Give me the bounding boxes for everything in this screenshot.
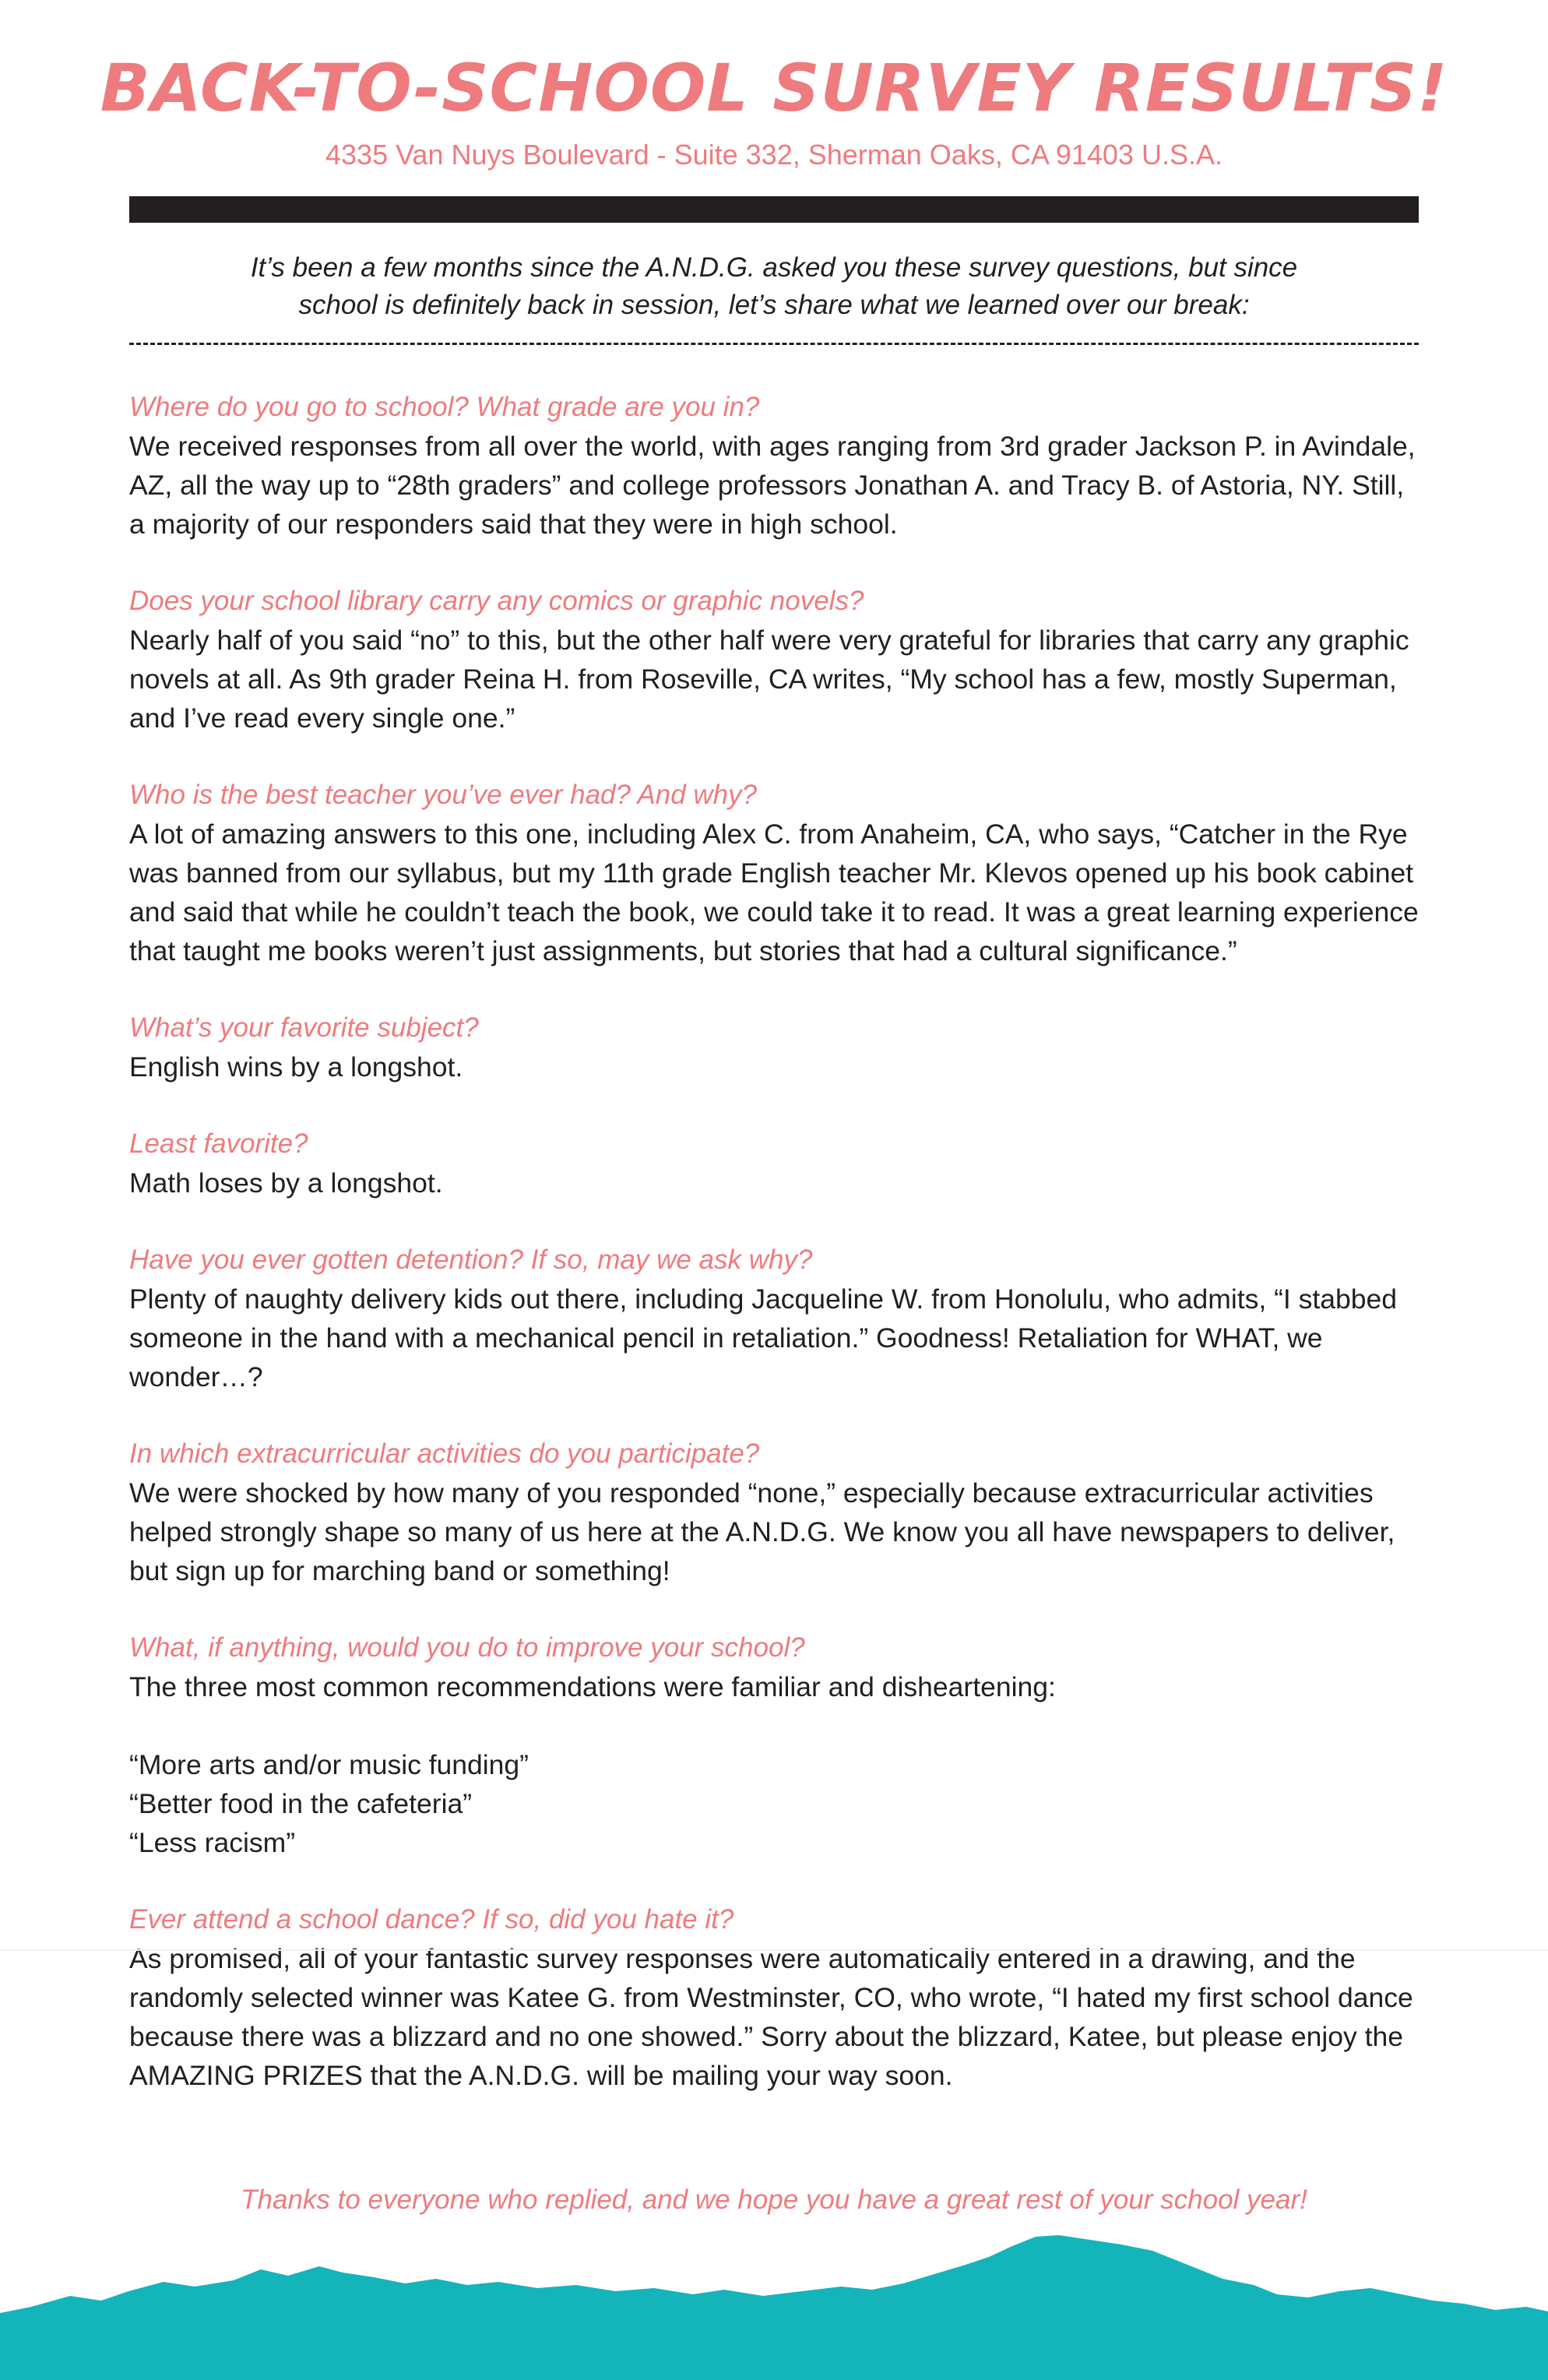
survey-item [129, 1241, 1419, 1396]
address: 4335 Van Nuys Boulevard - Suite 332, Sherman Oaks, CA 91403 U.S.A. [325, 139, 1223, 171]
mountain-silhouette [0, 2220, 1548, 2380]
closing-message: Thanks to everyone who replied, and we hope you have a great rest of your school year! [241, 2185, 1307, 2215]
survey-item [129, 1900, 1419, 2095]
answer: Nearly half of you said “no” to this, but the other half were very grateful for libraries that carry any graphic novels at all. As 9th grader Reina H. from Roseville, CA writes, “My school has a few, mostly Superman, and I’ve read every single one.” [129, 625, 1409, 734]
question: Who is the best teacher you’ve ever had? And why? [129, 780, 758, 810]
header-divider-bar [129, 196, 1419, 223]
page-fold-line [0, 1949, 1548, 1951]
survey-item [129, 388, 1419, 544]
survey-item [129, 1628, 1419, 1862]
recommendation-list [129, 1745, 1419, 1862]
mountain-shape [0, 2235, 1548, 2380]
recommendation-item: “Better food in the cafeteria” [129, 1788, 473, 1819]
answer: The three most common recommendations were familiar and disheartening: [129, 1671, 1056, 1702]
question: What, if anything, would you do to improve your school? [129, 1632, 805, 1663]
survey-item [129, 1009, 1419, 1086]
question: Have you ever gotten detention? If so, may we ask why? [129, 1245, 813, 1275]
question: What’s your favorite subject? [129, 1012, 479, 1043]
survey-item [129, 776, 1419, 970]
survey-item [129, 1125, 1419, 1202]
intro-line: school is definitely back in session, let’s share what we learned over our break: [298, 290, 1250, 320]
question: Where do you go to school? What grade are you in? [129, 392, 760, 422]
answer: As promised, all of your fantastic survey responses were automatically entered in a drawing, and the randomly selected winner was Katee G. from Westminster, CO, who wrote, “I hated my first school dance because there was a blizzard and no one showed.” Sorry about the blizzard, Katee, but please enjoy the AMAZING PRIZES that the A.N.D.G. will be mailing your way soon. [129, 1943, 1413, 2091]
answer: A lot of amazing answers to this one, including Alex C. from Anaheim, CA, who says, “Catcher in the Rye was banned from our syllabus, but my 11th grade English teacher Mr. Klevos opened up his book cabinet and said that while he couldn’t teach the book, we could take it to read. It was a great learning experience that taught me books weren’t just assignments, but stories that had a cultural significance.” [129, 819, 1419, 966]
dashed-divider [129, 343, 1419, 345]
question: Ever attend a school dance? If so, did you hate it? [129, 1904, 734, 1935]
survey-results [129, 388, 1419, 2133]
answer: We received responses from all over the world, with ages ranging from 3rd grader Jackson P. in Avindale, AZ, all the way up to “28th graders” and college professors Jonathan A. and Tracy B. of Astoria, NY. Still, a majority of our responders said that they were in high school. [129, 431, 1416, 540]
intro-paragraph [129, 249, 1419, 324]
question: In which extracurricular activities do you participate? [129, 1438, 760, 1469]
recommendation-item: “More arts and/or music funding” [129, 1749, 529, 1780]
survey-item [129, 582, 1419, 738]
recommendation-item: “Less racism” [129, 1827, 296, 1858]
survey-item [129, 1435, 1419, 1590]
answer: Plenty of naughty delivery kids out there, including Jacqueline W. from Honolulu, who admits, “I stabbed someone in the hand with a mechanical pencil in retaliation.” Goodness! Retaliation for WHAT, we wonder…? [129, 1283, 1397, 1392]
question: Least favorite? [129, 1128, 308, 1159]
answer: English wins by a longshot. [129, 1051, 463, 1083]
answer: Math loses by a longshot. [129, 1167, 443, 1199]
answer: We were shocked by how many of you responded “none,” especially because extracurricular activities helped strongly shape so many of us here at the A.N.D.G. We know you all have newspapers to deliver, but sign up for marching band or something! [129, 1477, 1395, 1586]
page-title: BACK-TO-SCHOOL SURVEY RESULTS! [100, 50, 1448, 126]
question: Does your school library carry any comics or graphic novels? [129, 586, 864, 616]
intro-line: It’s been a few months since the A.N.D.G. asked you these survey questions, but since [250, 252, 1298, 283]
